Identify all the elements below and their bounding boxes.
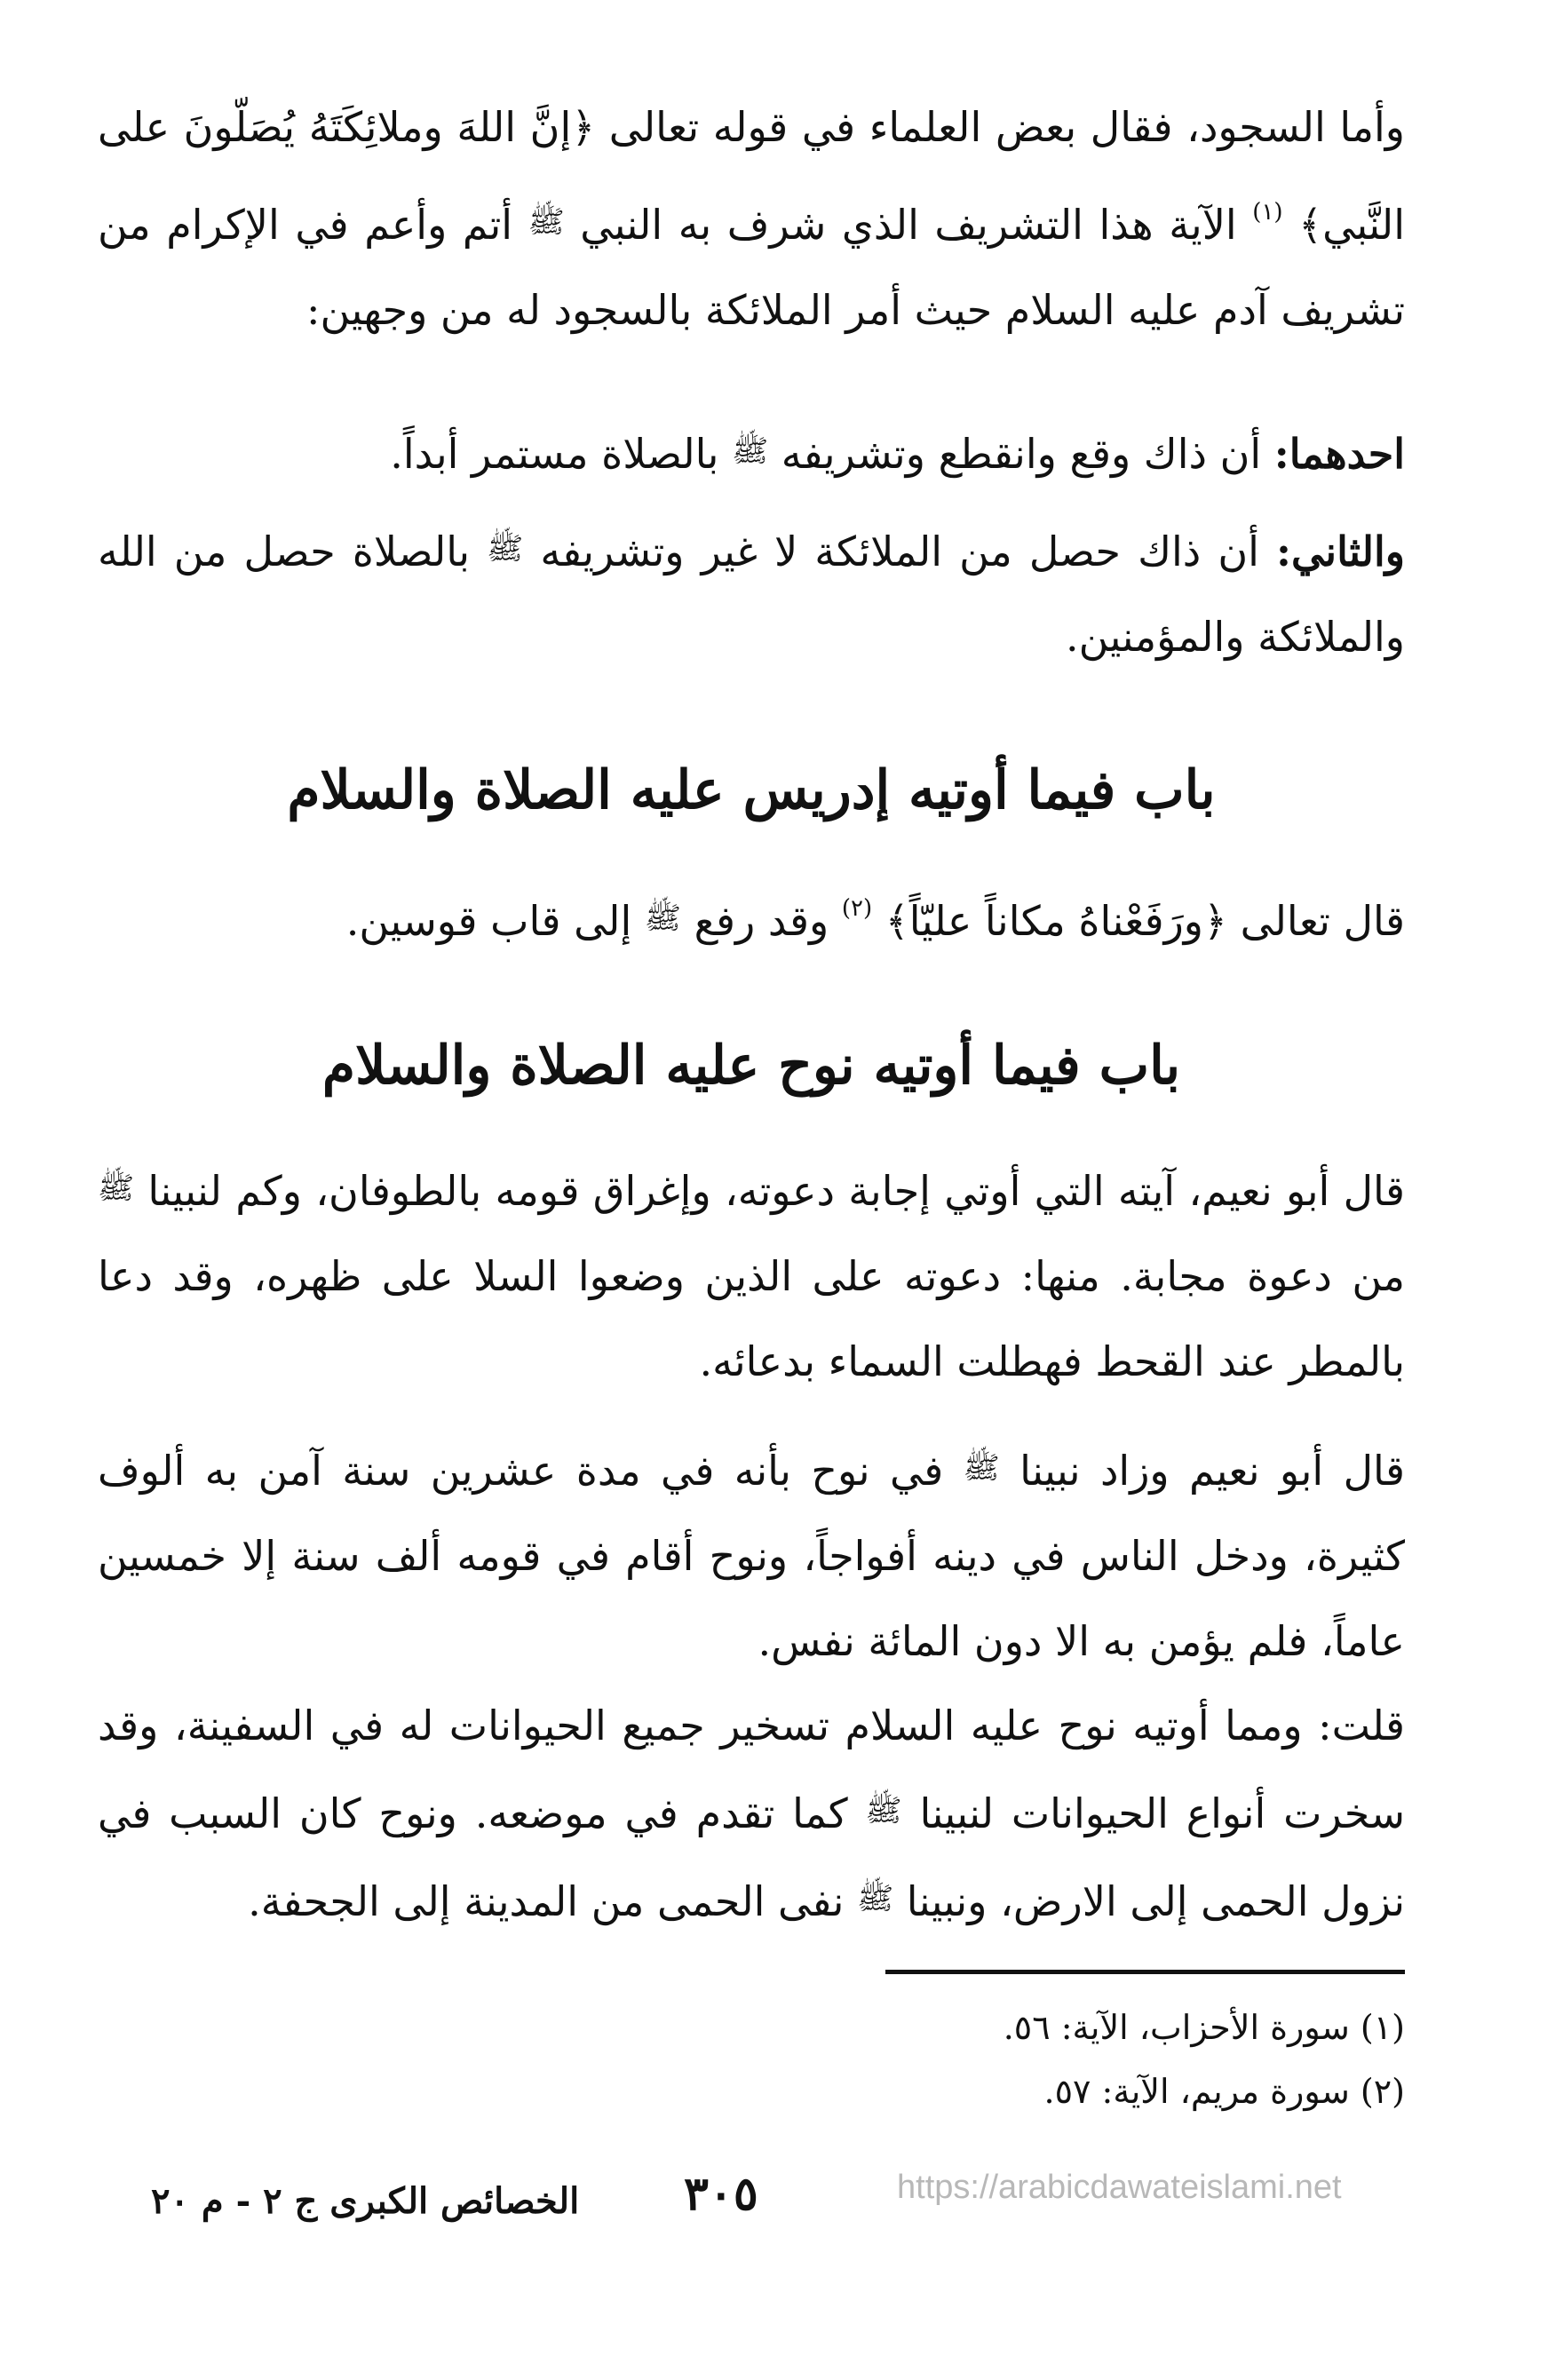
salutation-glyph: ﷺ	[865, 1793, 902, 1829]
salutation-glyph: ﷺ	[98, 1170, 135, 1206]
footnote-ref-2: (٢)	[841, 895, 873, 922]
nuh-paragraph-1	[98, 1146, 1405, 1404]
footnote-1: (١) سورة الأحزاب، الآية: ٥٦.	[1003, 2008, 1405, 2047]
first-point-text: أن ذاك وقع وانقطع وتشريفه	[781, 430, 1262, 478]
salutation-glyph: ﷺ	[644, 900, 681, 936]
second-point-label: والثاني:	[1275, 528, 1406, 575]
salutation-glyph: ﷺ	[857, 1881, 894, 1916]
nuh-p1-text: قال أبو نعيم، آيته التي أوتي إجابة دعوته، وإغراق قومه بالطوفان، وكم لنبينا	[147, 1167, 1405, 1215]
salutation-glyph: ﷺ	[528, 204, 565, 240]
nuh-paragraph-2	[98, 1425, 1405, 1684]
intro-text-end: أتم وأعم في الإكرام من تشريف آدم عليه السلام حيث أمر الملائكة بالسجود له من وجهين:	[98, 201, 1405, 334]
idris-heading: باب فيما أوتيه إدريس عليه الصلاة والسلام	[287, 759, 1216, 821]
footnote-ref-1: (١)	[1252, 199, 1283, 226]
idris-paragraph	[98, 866, 1405, 964]
intro-paragraph	[98, 84, 1405, 353]
page-number: ٣٠٥	[684, 2167, 758, 2221]
idris-text-end: إلى قاب قوسين.	[345, 897, 632, 945]
second-point	[98, 506, 1405, 679]
intro-text-cont: الآية هذا التشريف الذي شرف به النبي	[580, 201, 1237, 249]
footnote-2: (٢) سورة مريم، الآية: ٥٧.	[1043, 2072, 1405, 2111]
idris-verse: قال تعالى ﴿ورَفَعْناهُ مكاناً عليّاً﴾	[885, 897, 1405, 945]
salutation-glyph: ﷺ	[487, 531, 524, 567]
first-point-text-end: بالصلاة مستمر أبداً.	[390, 430, 719, 478]
nuh-p1-text-end: من دعوة مجابة. منها: دعوته على الذين وضعوا السلا على ظهره، وقد دعا بالمطر عند القحط فهطلت السماء بدعائه.	[98, 1252, 1405, 1385]
nuh-p3-text: قلت: ومما أوتيه نوح عليه السلام تسخير جميع الحيوانات له في السفينة، وقد سخرت أنواع الحيوانات لنبينا	[98, 1702, 1406, 1837]
watermark-url: https://arabicdawateislami.net	[897, 2169, 1342, 2206]
idris-text: وقد رفع	[694, 897, 829, 945]
first-point	[98, 409, 1405, 496]
nuh-p2-text: قال أبو نعيم وزاد نبينا	[1019, 1447, 1406, 1495]
book-info: الخصائص الكبرى ج ٢ - م ٢٠	[151, 2180, 580, 2222]
intro-text: وأما السجود، فقال بعض العلماء في قوله تعالى ﴿إنَّ اللهَ وملائِكَتَهُ يُصَلّونَ على النَّبي﴾	[98, 103, 1405, 249]
salutation-glyph: ﷺ	[732, 433, 769, 469]
salutation-glyph: ﷺ	[963, 1450, 1000, 1486]
nuh-p3-text-mid: كما تقدم في موضعه. ونوح كان السبب في نزول الحمى إلى الارض، ونبينا	[98, 1789, 1405, 1925]
second-point-text: أن ذاك حصل من الملائكة لا غير وتشريفه	[540, 528, 1259, 575]
second-point-text-end: بالصلاة حصل من الله والملائكة والمؤمنين.	[98, 528, 1405, 661]
nuh-p2-text-end: في نوح بأنه في مدة عشرين سنة آمن به ألوف كثيرة، ودخل الناس في دينه أفواجاً، ونوح أقام في قومه ألف سنة إلا خمسين عاماً، فلم يؤمن به الا دون المائة نفس.	[98, 1447, 1405, 1665]
nuh-paragraph-3	[98, 1683, 1405, 1944]
footnote-divider	[885, 1970, 1405, 1974]
first-point-label: احدهما:	[1273, 430, 1405, 478]
nuh-p3-text-end: نفى الحمى من المدينة إلى الجحفة.	[248, 1877, 845, 1925]
nuh-heading: باب فيما أوتيه نوح عليه الصلاة والسلام	[321, 1035, 1181, 1097]
